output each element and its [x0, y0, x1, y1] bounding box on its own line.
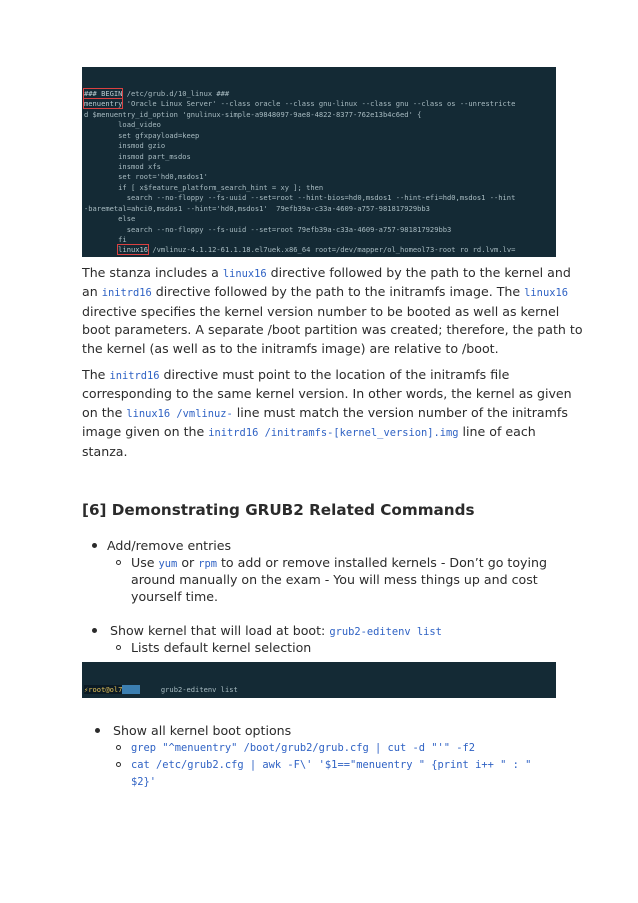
sub-bullet-circle: [116, 560, 121, 565]
terminal-line: d $menuentry_id_option 'gnulinux-simple-a9848097-9ae8-4822-8377-762e13b4c6ed' {: [84, 109, 422, 119]
bullet-show-kernel: Show kernel that will load at boot: grub2-editenv list: [110, 623, 442, 638]
bullet-dot: [92, 543, 97, 548]
highlighted-keyword: linux16: [118, 245, 149, 255]
terminal-line: [84, 256, 554, 257]
terminal-line: set gfxpayload=keep: [84, 130, 200, 140]
terminal-line: load_video: [84, 120, 161, 130]
terminal-line: ### BEGIN /etc/grub.d/10_linux ###: [84, 88, 230, 98]
sub-bullet-grep-cmd: grep "^menuentry" /boot/grub2/grub.cfg | cut -d "'" -f2: [131, 742, 476, 754]
sub-bullet-line3: yourself time.: [131, 589, 219, 604]
bullet-dot: [95, 728, 100, 733]
sub-bullet-default-kernel: Lists default kernel selection: [131, 640, 312, 655]
highlighted-keyword: ### BEGIN: [84, 88, 123, 98]
sub-bullet-awk-cmd-cont: $2}': [131, 776, 157, 788]
grub2-editenv-terminal: ⚡root@ol7 >> grub2-editenv list: [82, 662, 556, 698]
stanza-paragraph: The stanza includes a linux16 directive followed by the path to the kernel and an initrd16 directive followed by the path to the initramfs image. The linux16 directive specifies the kernel version number to be booted as well as kernel boot parameters. A separate /boot partition was created; therefore, the path to the kernel (as well as to the initramfs image) are relative to /boot.: [82, 265, 583, 356]
bullet-dot: [92, 628, 97, 633]
initrd-paragraph: The initrd16 directive must point to the location of the initramfs file corresponding to the same kernel version. In other words, the kernel as given on the linux16 /vmlinuz- line must match the version number of the initramfs image given on the initrd16 /initramfs-[kernel_version].img line of each stanza.: [82, 367, 572, 459]
sub-bullet-circle: [116, 645, 121, 650]
sub-bullet-awk-cmd: cat /etc/grub2.cfg | awk -F\' '$1=="menuentry " {print i++ " : ": [131, 759, 532, 771]
terminal-line: else: [84, 214, 136, 224]
sub-bullet-circle: [116, 762, 121, 767]
sub-bullet-circle: [116, 745, 121, 750]
sub-bullet-line2: around manually on the exam - You will mess things up and cost: [131, 572, 538, 587]
terminal-line: fi: [84, 235, 127, 245]
terminal-line: if [ x$feature_platform_search_hint = xy ]; then: [84, 182, 324, 192]
highlighted-keyword: menuentry: [84, 99, 123, 109]
terminal-line: search --no-floppy --fs-uuid --set=root --hint-bios=hd0,msdos1 --hint-efi=hd0,msdos1 --hint: [84, 193, 516, 203]
terminal-line: insmod part_msdos: [84, 151, 191, 161]
grub-config-terminal: [82, 67, 556, 257]
terminal-line: insmod xfs: [84, 161, 161, 171]
terminal-line: insmod gzio: [84, 141, 166, 151]
terminal-line: menuentry 'Oracle Linux Server' --class oracle --class gnu-linux --class gnu --class os --unrestricte: [84, 99, 516, 109]
bullet-show-all-options: Show all kernel boot options: [113, 723, 292, 738]
bullet-add-remove: Add/remove entries: [107, 538, 232, 553]
sub-bullet-yum-rpm: Use yum or rpm to add or remove installed kernels - Don’t go toying: [131, 555, 547, 570]
terminal-line: linux16 /vmlinuz-4.1.12-61.1.18.el7uek.x86_64 root=/dev/mapper/ol_homeol73-root ro rd.lvm.lv=: [118, 245, 516, 255]
section-heading: [6] Demonstrating GRUB2 Related Commands: [82, 501, 475, 519]
terminal-line: search --no-floppy --fs-uuid --set=root 79efb39a-c33a-4609-a757-981817929bb3: [84, 224, 452, 234]
terminal-line: -baremetal=ahci0,msdos1 --hint='hd0,msdos1' 79efb39a-c33a-4609-a757-981817929bb3: [84, 203, 430, 213]
terminal-line: set root='hd0,msdos1': [84, 172, 208, 182]
